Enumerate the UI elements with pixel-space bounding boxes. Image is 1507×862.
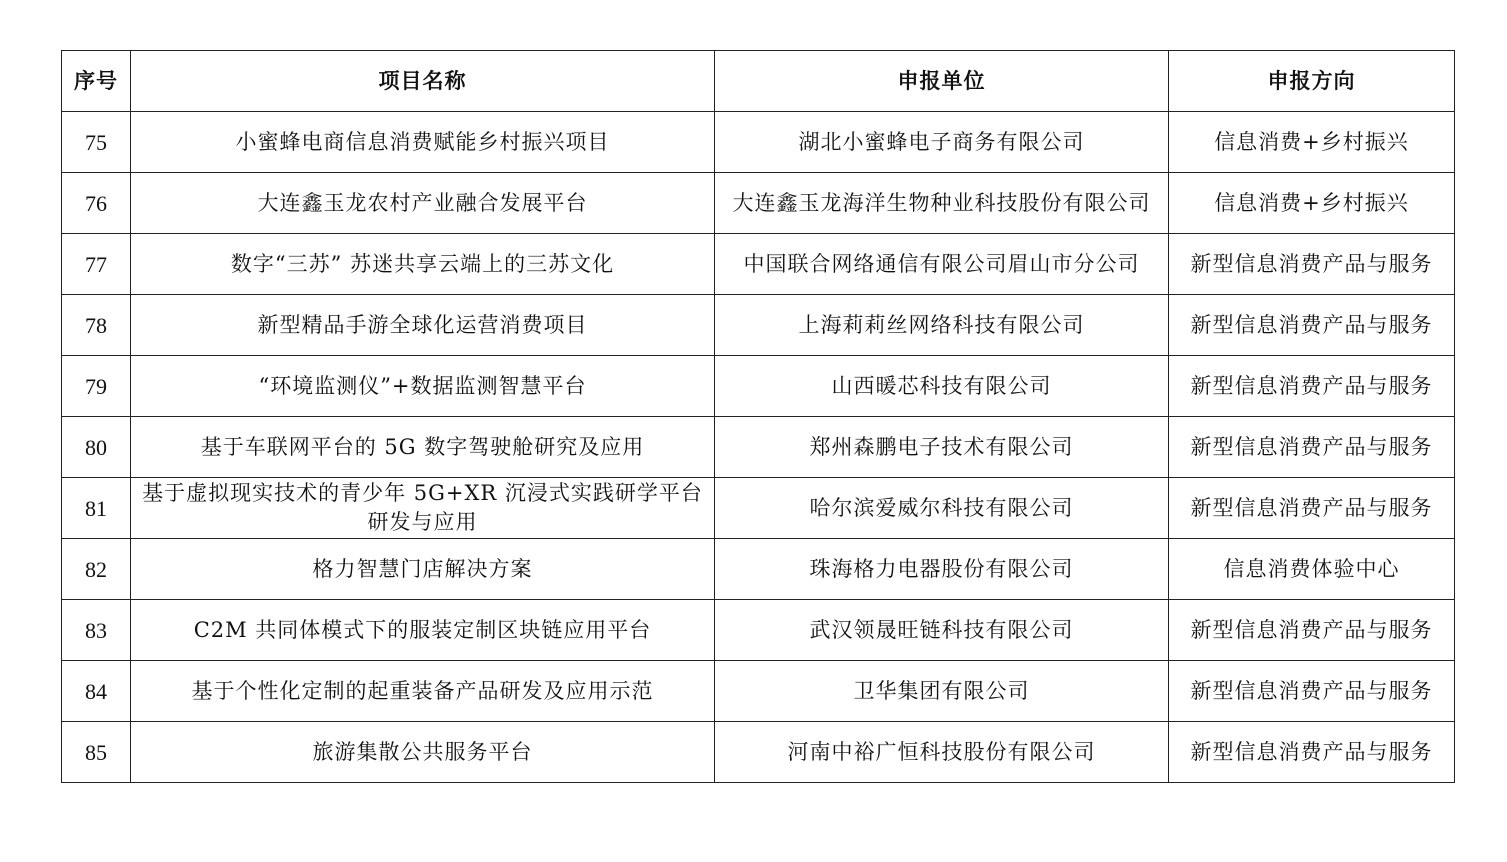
cell-application-direction: 信息消费体验中心 <box>1169 539 1455 600</box>
cell-application-direction: 新型信息消费产品与服务 <box>1169 722 1455 783</box>
cell-serial-number: 78 <box>62 295 131 356</box>
table-row <box>62 112 1455 173</box>
cell-application-direction: 新型信息消费产品与服务 <box>1169 661 1455 722</box>
cell-project-name: 旅游集散公共服务平台 <box>131 722 715 783</box>
cell-application-direction: 新型信息消费产品与服务 <box>1169 478 1455 539</box>
cell-applicant-unit: 郑州森鹏电子技术有限公司 <box>715 417 1169 478</box>
cell-application-direction: 新型信息消费产品与服务 <box>1169 295 1455 356</box>
table-row <box>62 417 1455 478</box>
cell-serial-number: 82 <box>62 539 131 600</box>
cell-applicant-unit: 武汉领晟旺链科技有限公司 <box>715 600 1169 661</box>
cell-project-name: 基于虚拟现实技术的青少年 5G+XR 沉浸式实践研学平台研发与应用 <box>131 478 715 539</box>
cell-project-name: “环境监测仪”+数据监测智慧平台 <box>131 356 715 417</box>
cell-application-direction: 信息消费+乡村振兴 <box>1169 173 1455 234</box>
table-row <box>62 356 1455 417</box>
header-project-name: 项目名称 <box>131 51 715 112</box>
table-row <box>62 722 1455 783</box>
cell-application-direction: 新型信息消费产品与服务 <box>1169 600 1455 661</box>
cell-application-direction: 信息消费+乡村振兴 <box>1169 112 1455 173</box>
cell-serial-number: 79 <box>62 356 131 417</box>
cell-applicant-unit: 上海莉莉丝网络科技有限公司 <box>715 295 1169 356</box>
cell-applicant-unit: 中国联合网络通信有限公司眉山市分公司 <box>715 234 1169 295</box>
table-body <box>62 112 1455 783</box>
cell-serial-number: 77 <box>62 234 131 295</box>
header-serial-number: 序号 <box>62 51 131 112</box>
cell-project-name: C2M 共同体模式下的服装定制区块链应用平台 <box>131 600 715 661</box>
cell-applicant-unit: 湖北小蜜蜂电子商务有限公司 <box>715 112 1169 173</box>
cell-serial-number: 75 <box>62 112 131 173</box>
cell-applicant-unit: 河南中裕广恒科技股份有限公司 <box>715 722 1169 783</box>
table-row <box>62 600 1455 661</box>
cell-applicant-unit: 大连鑫玉龙海洋生物种业科技股份有限公司 <box>715 173 1169 234</box>
cell-applicant-unit: 山西暖芯科技有限公司 <box>715 356 1169 417</box>
cell-serial-number: 80 <box>62 417 131 478</box>
table-row <box>62 539 1455 600</box>
cell-serial-number: 81 <box>62 478 131 539</box>
cell-applicant-unit: 珠海格力电器股份有限公司 <box>715 539 1169 600</box>
header-row <box>62 51 1455 112</box>
cell-serial-number: 84 <box>62 661 131 722</box>
table-row <box>62 661 1455 722</box>
cell-application-direction: 新型信息消费产品与服务 <box>1169 417 1455 478</box>
cell-application-direction: 新型信息消费产品与服务 <box>1169 234 1455 295</box>
cell-project-name: 新型精品手游全球化运营消费项目 <box>131 295 715 356</box>
header-application-direction: 申报方向 <box>1169 51 1455 112</box>
cell-project-name: 大连鑫玉龙农村产业融合发展平台 <box>131 173 715 234</box>
header-applicant-unit: 申报单位 <box>715 51 1169 112</box>
table-row <box>62 173 1455 234</box>
cell-application-direction: 新型信息消费产品与服务 <box>1169 356 1455 417</box>
table-header <box>62 51 1455 112</box>
cell-applicant-unit: 哈尔滨爱威尔科技有限公司 <box>715 478 1169 539</box>
table-row <box>62 295 1455 356</box>
cell-serial-number: 83 <box>62 600 131 661</box>
cell-project-name: 数字“三苏” 苏迷共享云端上的三苏文化 <box>131 234 715 295</box>
project-table <box>61 50 1455 783</box>
cell-serial-number: 76 <box>62 173 131 234</box>
cell-serial-number: 85 <box>62 722 131 783</box>
table-row <box>62 234 1455 295</box>
cell-applicant-unit: 卫华集团有限公司 <box>715 661 1169 722</box>
cell-project-name: 小蜜蜂电商信息消费赋能乡村振兴项目 <box>131 112 715 173</box>
cell-project-name: 基于车联网平台的 5G 数字驾驶舱研究及应用 <box>131 417 715 478</box>
cell-project-name: 格力智慧门店解决方案 <box>131 539 715 600</box>
cell-project-name: 基于个性化定制的起重装备产品研发及应用示范 <box>131 661 715 722</box>
table-row <box>62 478 1455 539</box>
